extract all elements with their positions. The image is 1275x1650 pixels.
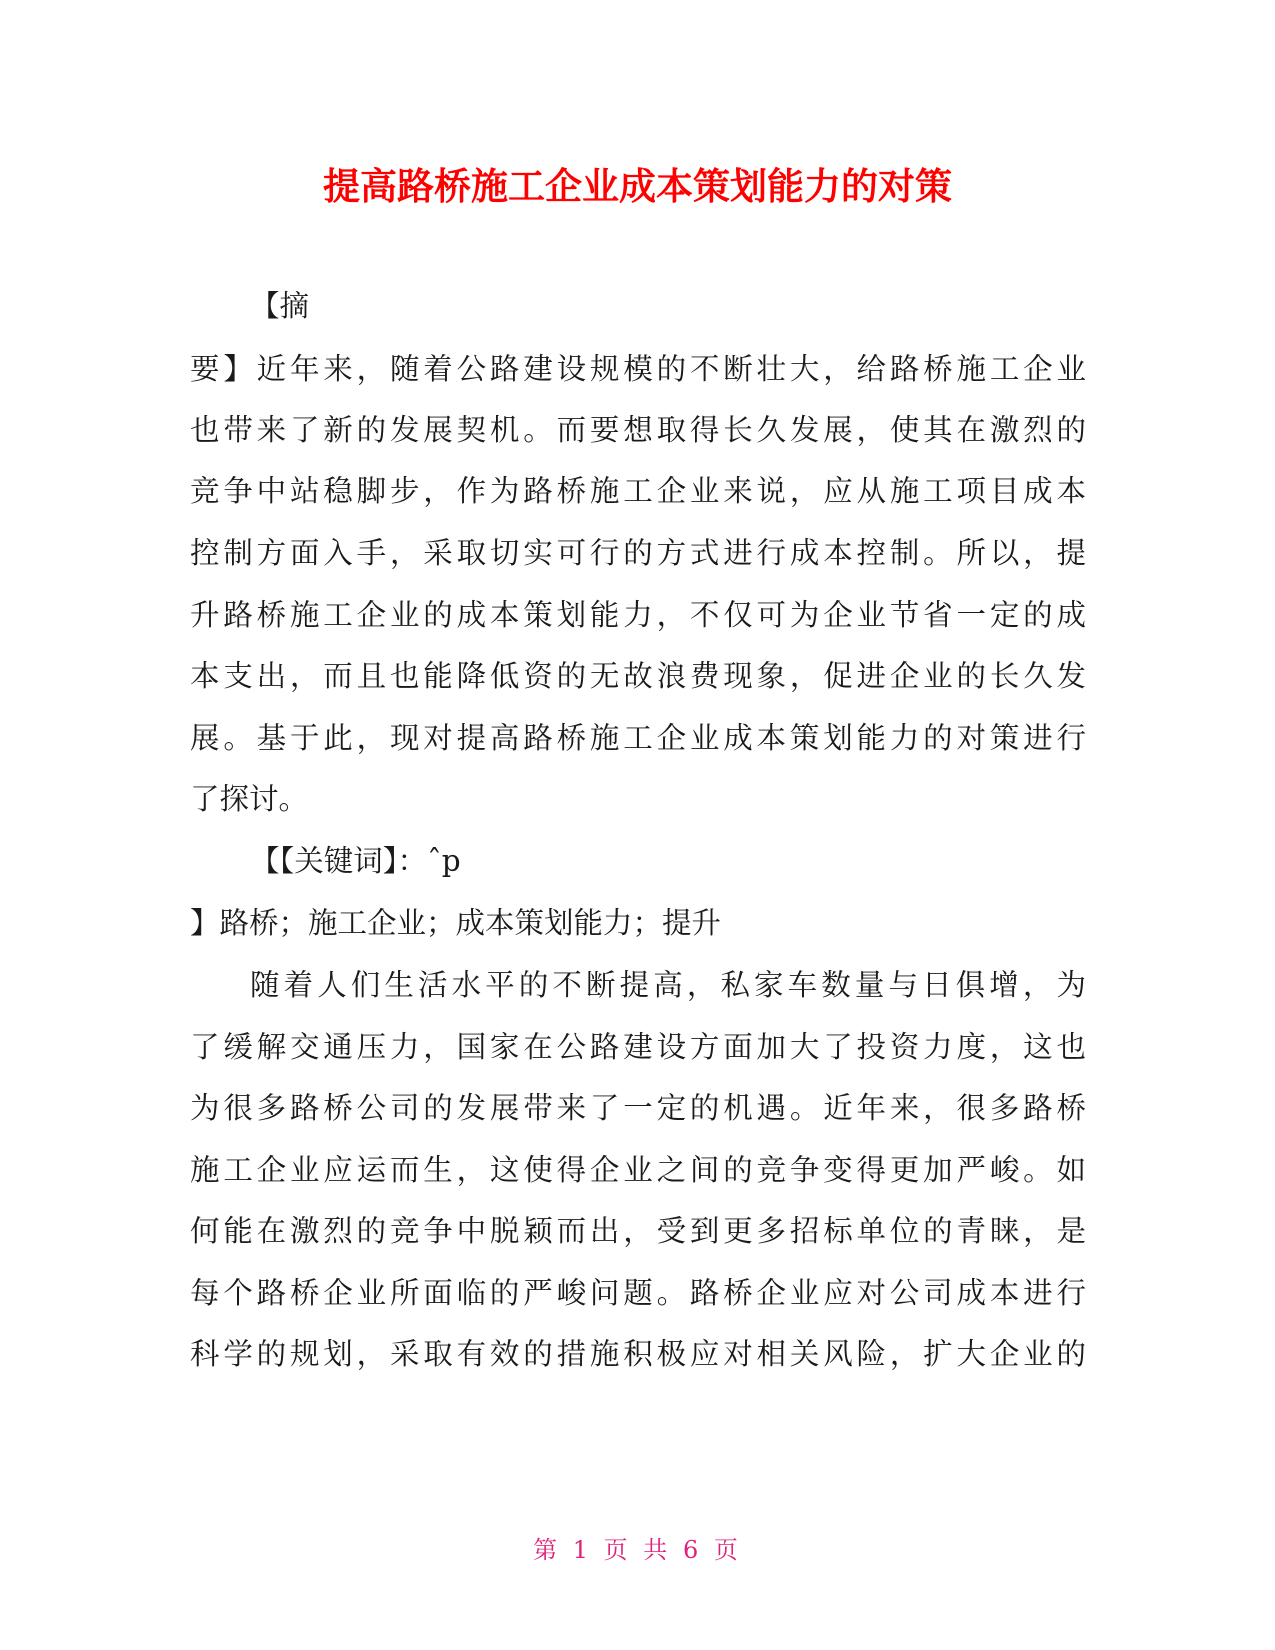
abstract-line: 要】近年来，随着公路建设规模的不断壮大，给路桥施工企业 bbox=[190, 352, 1086, 386]
body-line: 每个路桥企业所面临的严峻问题。路桥企业应对公司成本进行 bbox=[190, 1276, 1086, 1310]
abstract-line: 了探讨。 bbox=[190, 782, 309, 816]
body-line: 为很多路桥公司的发展带来了一定的机遇。近年来，很多路桥 bbox=[190, 1091, 1086, 1125]
abstract-line: 竞争中站稳脚步，作为路桥施工企业来说，应从施工项目成本 bbox=[190, 474, 1086, 508]
abstract-line: 展。基于此，现对提高路桥施工企业成本策划能力的对策进行 bbox=[190, 721, 1086, 755]
body-line: 了缓解交通压力，国家在公路建设方面加大了投资力度，这也 bbox=[190, 1030, 1086, 1064]
abstract-line: 控制方面入手，采取切实可行的方式进行成本控制。所以，提 bbox=[190, 536, 1086, 570]
body-line: 随着人们生活水平的不断提高，私家车数量与日俱增，为 bbox=[250, 968, 1086, 1002]
abstract-line: 升路桥施工企业的成本策划能力，不仅可为企业节省一定的成 bbox=[190, 598, 1086, 632]
keywords-heading-line: 【【关键词】：ˆp bbox=[250, 844, 461, 878]
page-number-footer: 第 1 页 共 6 页 bbox=[533, 1536, 742, 1564]
document-title: 提高路桥施工企业成本策划能力的对策 bbox=[323, 165, 952, 208]
abstract-line: 本支出，而且也能降低资的无故浪费现象，促进企业的长久发 bbox=[190, 659, 1086, 693]
body-line: 施工企业应运而生，这使得企业之间的竞争变得更加严峻。如 bbox=[190, 1153, 1086, 1187]
abstract-line: 也带来了新的发展契机。而要想取得长久发展，使其在激烈的 bbox=[190, 413, 1086, 447]
keywords-line: 】路桥；施工企业；成本策划能力；提升 bbox=[190, 906, 722, 940]
body-line: 科学的规划，采取有效的措施积极应对相关风险，扩大企业的 bbox=[190, 1337, 1086, 1371]
body-line: 何能在激烈的竞争中脱颖而出，受到更多招标单位的青睐，是 bbox=[190, 1214, 1086, 1248]
abstract-heading-line: 【摘 bbox=[250, 289, 310, 323]
